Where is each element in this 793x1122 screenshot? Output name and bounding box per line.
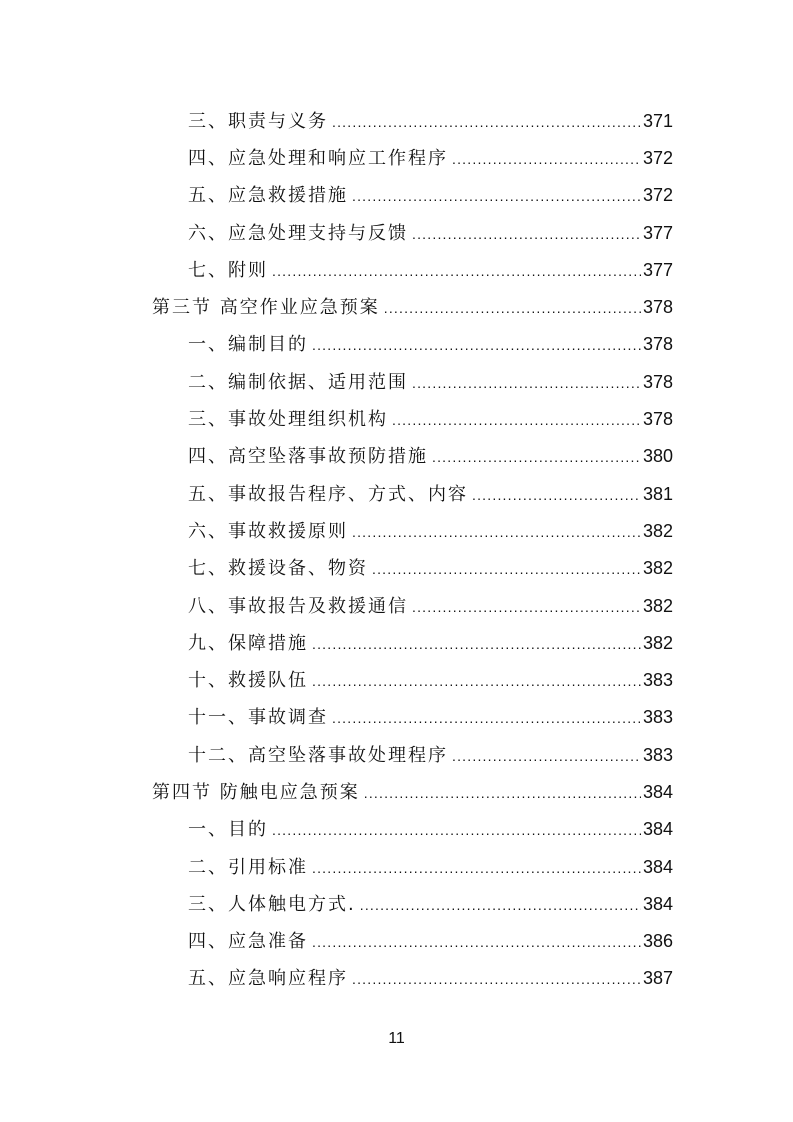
toc-dot-leader xyxy=(272,263,641,279)
toc-entry-title: 一、编制目的 xyxy=(188,334,308,356)
toc-entry[interactable] xyxy=(0,101,793,138)
toc-entry-title: 三、人体触电方式. xyxy=(188,893,356,915)
toc-section-title: 第四节 防触电应急预案 xyxy=(152,781,360,803)
toc-entry-page: 384 xyxy=(642,893,673,914)
toc-entry[interactable] xyxy=(0,138,793,175)
toc-entry-page: 382 xyxy=(642,520,673,541)
toc-entry-page: 372 xyxy=(642,185,673,206)
toc-entry-page: 372 xyxy=(642,147,673,168)
toc-entry[interactable] xyxy=(0,399,793,436)
toc-dot-leader xyxy=(412,599,641,615)
toc-dot-leader xyxy=(312,337,641,353)
toc-dot-leader xyxy=(352,188,641,204)
page-number: 11 xyxy=(388,1030,405,1047)
toc-entry-title: 九、保障措施 xyxy=(188,632,308,654)
toc-entry-page: 386 xyxy=(642,931,673,952)
toc-entry-title: 二、引用标准 xyxy=(188,856,308,878)
toc-entry[interactable] xyxy=(0,437,793,474)
toc-entry-page: 382 xyxy=(642,595,673,616)
toc-dot-leader xyxy=(384,300,641,316)
toc-entry[interactable] xyxy=(0,511,793,548)
toc-entry[interactable] xyxy=(0,586,793,623)
toc-entry-page: 383 xyxy=(642,744,673,765)
toc-entry-title: 五、应急救援措施 xyxy=(188,185,348,207)
toc-dot-leader xyxy=(352,971,641,987)
toc-entry[interactable] xyxy=(0,810,793,847)
toc-entry-title: 五、应急响应程序 xyxy=(188,968,348,990)
toc-entry-page: 387 xyxy=(642,968,673,989)
toc-entry-page: 384 xyxy=(642,781,673,802)
toc-entry-page: 384 xyxy=(642,856,673,877)
toc-entry-title: 五、事故报告程序、方式、内容 xyxy=(188,483,468,505)
toc-dot-leader xyxy=(452,151,641,167)
toc-entry-page: 382 xyxy=(642,632,673,653)
toc-entry-page: 384 xyxy=(642,819,673,840)
toc-dot-leader xyxy=(332,114,641,130)
toc-entry-page: 378 xyxy=(642,297,673,318)
toc-entry-page: 371 xyxy=(642,110,673,131)
toc-entry[interactable] xyxy=(0,922,793,959)
toc-section-entry[interactable] xyxy=(0,772,793,809)
toc-entry[interactable] xyxy=(0,325,793,362)
toc-dot-leader xyxy=(364,785,641,801)
toc-dot-leader xyxy=(412,226,641,242)
toc-entry-title: 十、救援队伍 xyxy=(188,670,308,692)
toc-entry-page: 380 xyxy=(642,446,673,467)
toc-dot-leader xyxy=(312,636,641,652)
toc-section-title: 第三节 高空作业应急预案 xyxy=(152,297,380,319)
toc-entry-page: 382 xyxy=(642,558,673,579)
toc-dot-leader xyxy=(332,710,641,726)
toc-entry[interactable] xyxy=(0,176,793,213)
toc-entry[interactable] xyxy=(0,660,793,697)
toc-entry-page: 378 xyxy=(642,371,673,392)
toc-dot-leader xyxy=(312,934,641,950)
toc-entry-title: 七、救援设备、物资 xyxy=(188,558,368,580)
toc-entry-title: 六、应急处理支持与反馈 xyxy=(188,222,408,244)
toc-entry-page: 377 xyxy=(642,259,673,280)
toc-entry[interactable] xyxy=(0,250,793,287)
toc-entry-page: 383 xyxy=(642,707,673,728)
toc-entry-title: 十一、事故调查 xyxy=(188,707,328,729)
toc-entry[interactable] xyxy=(0,474,793,511)
toc-entry-page: 381 xyxy=(642,483,673,504)
toc-dot-leader xyxy=(392,412,641,428)
toc-entry[interactable] xyxy=(0,362,793,399)
table-of-contents xyxy=(0,101,793,996)
toc-dot-leader xyxy=(272,822,641,838)
toc-dot-leader xyxy=(312,673,641,689)
toc-dot-leader xyxy=(472,487,641,503)
toc-entry-title: 十二、高空坠落事故处理程序 xyxy=(188,744,448,766)
toc-entry-title: 四、应急准备 xyxy=(188,931,308,953)
toc-dot-leader xyxy=(432,449,641,465)
toc-entry-title: 六、事故救援原则 xyxy=(188,520,348,542)
toc-entry-page: 377 xyxy=(642,222,673,243)
toc-dot-leader xyxy=(452,748,641,764)
toc-entry-page: 378 xyxy=(642,409,673,430)
toc-entry[interactable] xyxy=(0,735,793,772)
toc-entry-title: 四、应急处理和响应工作程序 xyxy=(188,147,448,169)
toc-entry-title: 一、目的 xyxy=(188,819,268,841)
toc-entry[interactable] xyxy=(0,623,793,660)
toc-entry[interactable] xyxy=(0,549,793,586)
toc-entry-page: 383 xyxy=(642,670,673,691)
toc-entry-title: 三、事故处理组织机构 xyxy=(188,409,388,431)
toc-dot-leader xyxy=(360,897,641,913)
toc-entry-title: 二、编制依据、适用范围 xyxy=(188,371,408,393)
toc-dot-leader xyxy=(352,524,641,540)
toc-entry[interactable] xyxy=(0,959,793,996)
toc-entry-title: 七、附则 xyxy=(188,259,268,281)
toc-entry-title: 八、事故报告及救援通信 xyxy=(188,595,408,617)
toc-entry[interactable] xyxy=(0,884,793,921)
toc-entry[interactable] xyxy=(0,213,793,250)
toc-entry-page: 378 xyxy=(642,334,673,355)
toc-section-entry[interactable] xyxy=(0,287,793,324)
toc-entry[interactable] xyxy=(0,847,793,884)
toc-dot-leader xyxy=(312,860,641,876)
toc-entry[interactable] xyxy=(0,698,793,735)
toc-entry-title: 三、职责与义务 xyxy=(188,110,328,132)
toc-dot-leader xyxy=(412,375,641,391)
toc-dot-leader xyxy=(372,561,641,577)
toc-entry-title: 四、高空坠落事故预防措施 xyxy=(188,446,428,468)
